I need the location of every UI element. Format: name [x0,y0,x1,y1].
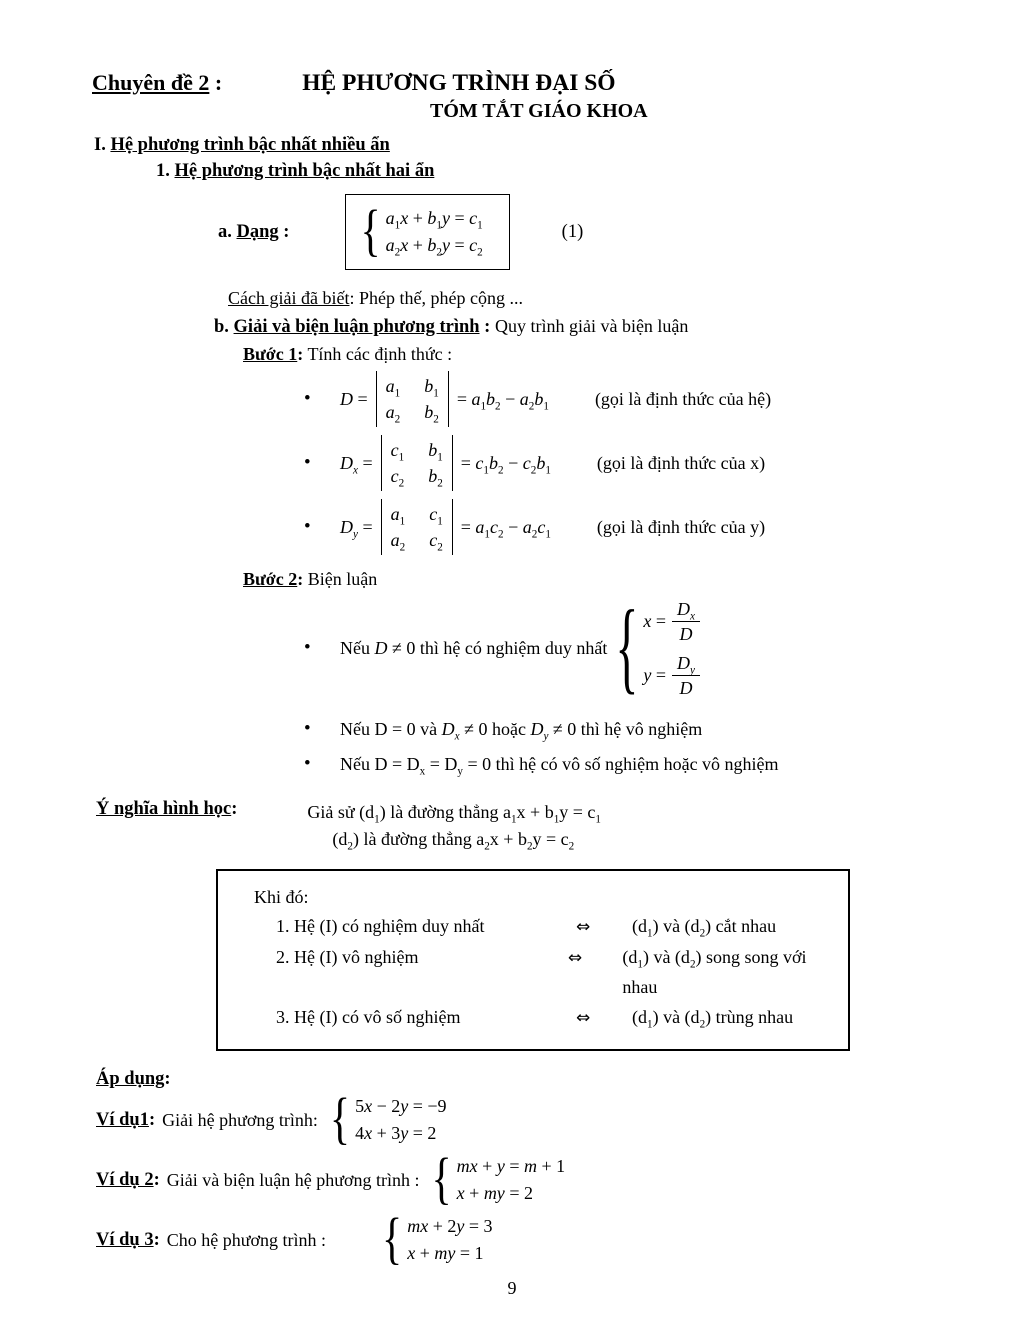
fraction-denominator: D [679,623,693,644]
det-note: (gọi là định thức của y) [596,516,766,537]
fraction-numerator: $D_y$ [672,652,700,676]
det-cell: $a_2$ [385,402,401,426]
det-lead: D = [340,388,368,409]
equation-line: mx + y = m + 1 [456,1156,566,1176]
equation-line: 5x − 2y = −9 [355,1096,447,1116]
example-2-row [96,1150,1024,1210]
det-cell: $c_2$ [429,530,443,554]
equation-system [382,1208,493,1272]
document-header [0,70,1024,97]
solution-line-y [643,652,700,699]
equation-system [329,1088,447,1152]
det-cell: $b_2$ [424,402,439,426]
buoc2-line [243,569,1024,590]
solution-system [615,589,700,704]
example-1-colon: : [148,1109,156,1130]
buoc2-rest: Biện luận [303,569,378,589]
equation-line: x + my = 1 [407,1243,484,1263]
left-brace-icon: { [615,589,639,704]
buoc1-rest: Tính các định thức : [303,344,453,364]
conclusion-item [276,911,840,942]
double-arrow-icon: ⇔ [567,948,583,968]
fraction-numerator: $D_x$ [672,598,700,622]
left-brace-icon: { [382,1208,403,1272]
subsection-heading-1 [156,161,1024,182]
ynghia-text: Ý nghĩa hình học [96,799,232,819]
dang-prefix: a. [218,221,237,242]
equation-line: $a_1x + b_1y = c_1$ [385,208,483,232]
det-result: = $c_1b_2 - c_2b_1$ [460,452,551,477]
det-result: = $a_1b_2 - a_2b_1$ [456,388,549,413]
section-label: Hệ phương trình bậc nhất nhiều ẩn [110,135,390,155]
ynghia-line2: $(d_2)$ là đường thẳng $a_2x + b_2y = c_2$ [332,829,575,853]
bullet-icon: • [304,516,311,537]
det-matrix [381,499,453,555]
conclusion-item [276,1002,840,1033]
example-3-colon: : [153,1229,160,1250]
dang-suffix: : [278,221,290,242]
equation-system [360,200,483,264]
det-cell: $b_1$ [428,440,443,464]
equation-line: mx + 2y = 3 [407,1216,493,1236]
example-1-label [96,1110,155,1131]
equation-line: 4x + 3y = 2 [355,1123,437,1143]
det-cell: $a_1$ [390,504,406,528]
equation-number: (1) [561,221,584,242]
det-lead: $D_x$ = [340,452,373,477]
ynghia-label [96,799,237,820]
conclusion-box [216,869,850,1051]
fraction-denominator: D [679,677,693,698]
fraction [672,598,700,645]
example-3-prompt: Cho hệ phương trình : [166,1229,327,1250]
chapter-label [92,70,222,96]
b-head [214,317,495,337]
b-heading-line [214,316,1024,338]
subsection-prefix: 1. [156,161,175,181]
equation-line: $a_2x + b_2y = c_2$ [385,235,483,259]
det-result: = $a_1c_2 - a_2c_1$ [460,516,551,541]
conclusion-left: 2. Hệ (I) vô nghiệm [276,947,419,967]
det-matrix [381,435,453,491]
bullet-icon: • [304,718,311,739]
buoc2-label: Bước 2 [243,569,298,589]
bullet-icon: • [304,753,311,774]
det-cell: $c_1$ [429,504,443,528]
conclusion-right: $(d_1)$ và $(d_2)$ song song với nhau [622,947,807,997]
conclusion-left: 1. Hệ (I) có nghiệm duy nhất [276,916,485,936]
cach-label: Cách giải đã biết [228,288,350,308]
example-3-row [96,1210,1024,1270]
case-infinite-row [304,753,1024,778]
bullet-icon: • [304,388,311,409]
chapter-colon: : [209,70,223,95]
cach-rest: : Phép thế, phép cộng ... [349,288,523,308]
det-note: (gọi là định thức của x) [596,452,766,473]
example-1-row [96,1090,1024,1150]
det-cell: $a_2$ [390,530,406,554]
b-rest: Quy trình giải và biện luận [494,316,689,336]
solution-lhs: y = [643,664,667,685]
case-unique-text: Nếu D ≠ 0 thì hệ có nghiệm duy nhất [340,637,608,658]
b-sep: : [479,317,495,337]
conclusion-right: $(d_1)$ và $(d_2)$ trùng nhau [632,1007,794,1031]
b-label: Giải và biện luận phương trình [233,317,480,337]
det-lead: $D_y$ = [340,516,373,541]
left-brace-icon: { [360,200,381,264]
page-subtitle: TÓM TẮT GIÁO KHOA [430,100,648,122]
buoc2-colon: : [297,569,304,589]
conclusion-right: $(d_1)$ và $(d_2)$ cắt nhau [632,916,777,940]
buoc1-colon: : [297,344,304,364]
example-1-prompt: Giải hệ phương trình: [162,1109,318,1130]
subsection-label: Hệ phương trình bậc nhất hai ẩn [174,161,435,181]
example-2-prompt: Giải và biện luận hệ phương trình : [166,1169,420,1190]
det-cell: $c_1$ [390,440,405,464]
example-2-colon: : [153,1169,160,1190]
fraction [672,652,700,699]
det-cell: $a_1$ [385,376,401,400]
page-number: 9 [507,1278,517,1298]
bullet-icon: • [304,637,311,658]
apdung-label: Áp dụng [96,1069,165,1089]
left-brace-icon: { [431,1148,452,1212]
ynghia-colon: : [231,799,238,819]
case-infinite-text: Nếu $D = D_x = D_y = 0$ thì hệ có vô số nghiệm hoặc vô nghiệm [340,753,779,778]
example-1-text: Ví dụ1 [96,1109,149,1130]
dang-text: Dạng [236,221,279,242]
example-3-label [96,1230,160,1251]
det-note: (gọi là định thức của hệ) [594,388,772,409]
geometric-meaning [0,799,1024,853]
section-heading-I [94,135,1024,156]
solution-lhs: x = [643,610,667,631]
equation-line: x + my = 2 [456,1183,533,1203]
equation-box [345,194,509,270]
dang-label [218,222,289,243]
determinant-row-D [304,369,1024,429]
apdung-heading [96,1069,1024,1090]
det-cell: $b_2$ [428,466,443,490]
conclusion-item [276,942,840,1002]
determinant-row-Dy [304,497,1024,557]
double-arrow-icon: ⇔ [576,917,591,937]
example-2-text: Ví dụ 2 [96,1169,154,1190]
det-matrix [376,371,449,427]
case-none-row [304,718,1024,743]
buoc2-head [243,569,303,589]
case-none-text: Nếu D = 0 và $D_x \ne 0$ hoặc $D_y \ne 0$ thì hệ vô nghiệm [340,718,703,743]
det-cell: $b_1$ [424,376,439,400]
cach-giai-line [228,288,1024,309]
case-unique-row [304,589,1024,704]
buoc1-label: Bước 1 [243,344,298,364]
page-title: HỆ PHƯƠNG TRÌNH ĐẠI SỐ [302,70,616,96]
example-2-label [96,1170,160,1191]
conclusion-title: Khi đó: [254,887,309,907]
example-3-text: Ví dụ 3 [96,1229,154,1250]
apdung-colon: : [164,1069,171,1089]
buoc1-head [243,344,303,364]
ynghia-line1: Giả sử $(d_1)$ là đường thẳng $a_1x + b_1y = c_1$ [307,802,601,826]
bullet-icon: • [304,452,311,473]
double-arrow-icon: ⇔ [576,1008,591,1028]
section-prefix: I. [94,135,111,155]
chapter-text: Chuyên đề 2 [92,70,210,95]
determinant-row-Dx [304,433,1024,493]
b-prefix: b. [214,317,234,337]
buoc1-line [243,344,1024,365]
solution-line-x [643,598,700,645]
det-cell: $c_2$ [390,466,405,490]
dang-row [218,194,1024,270]
equation-system [431,1148,566,1212]
left-brace-icon: { [329,1088,351,1152]
conclusion-left: 3. Hệ (I) có vô số nghiệm [276,1007,461,1027]
